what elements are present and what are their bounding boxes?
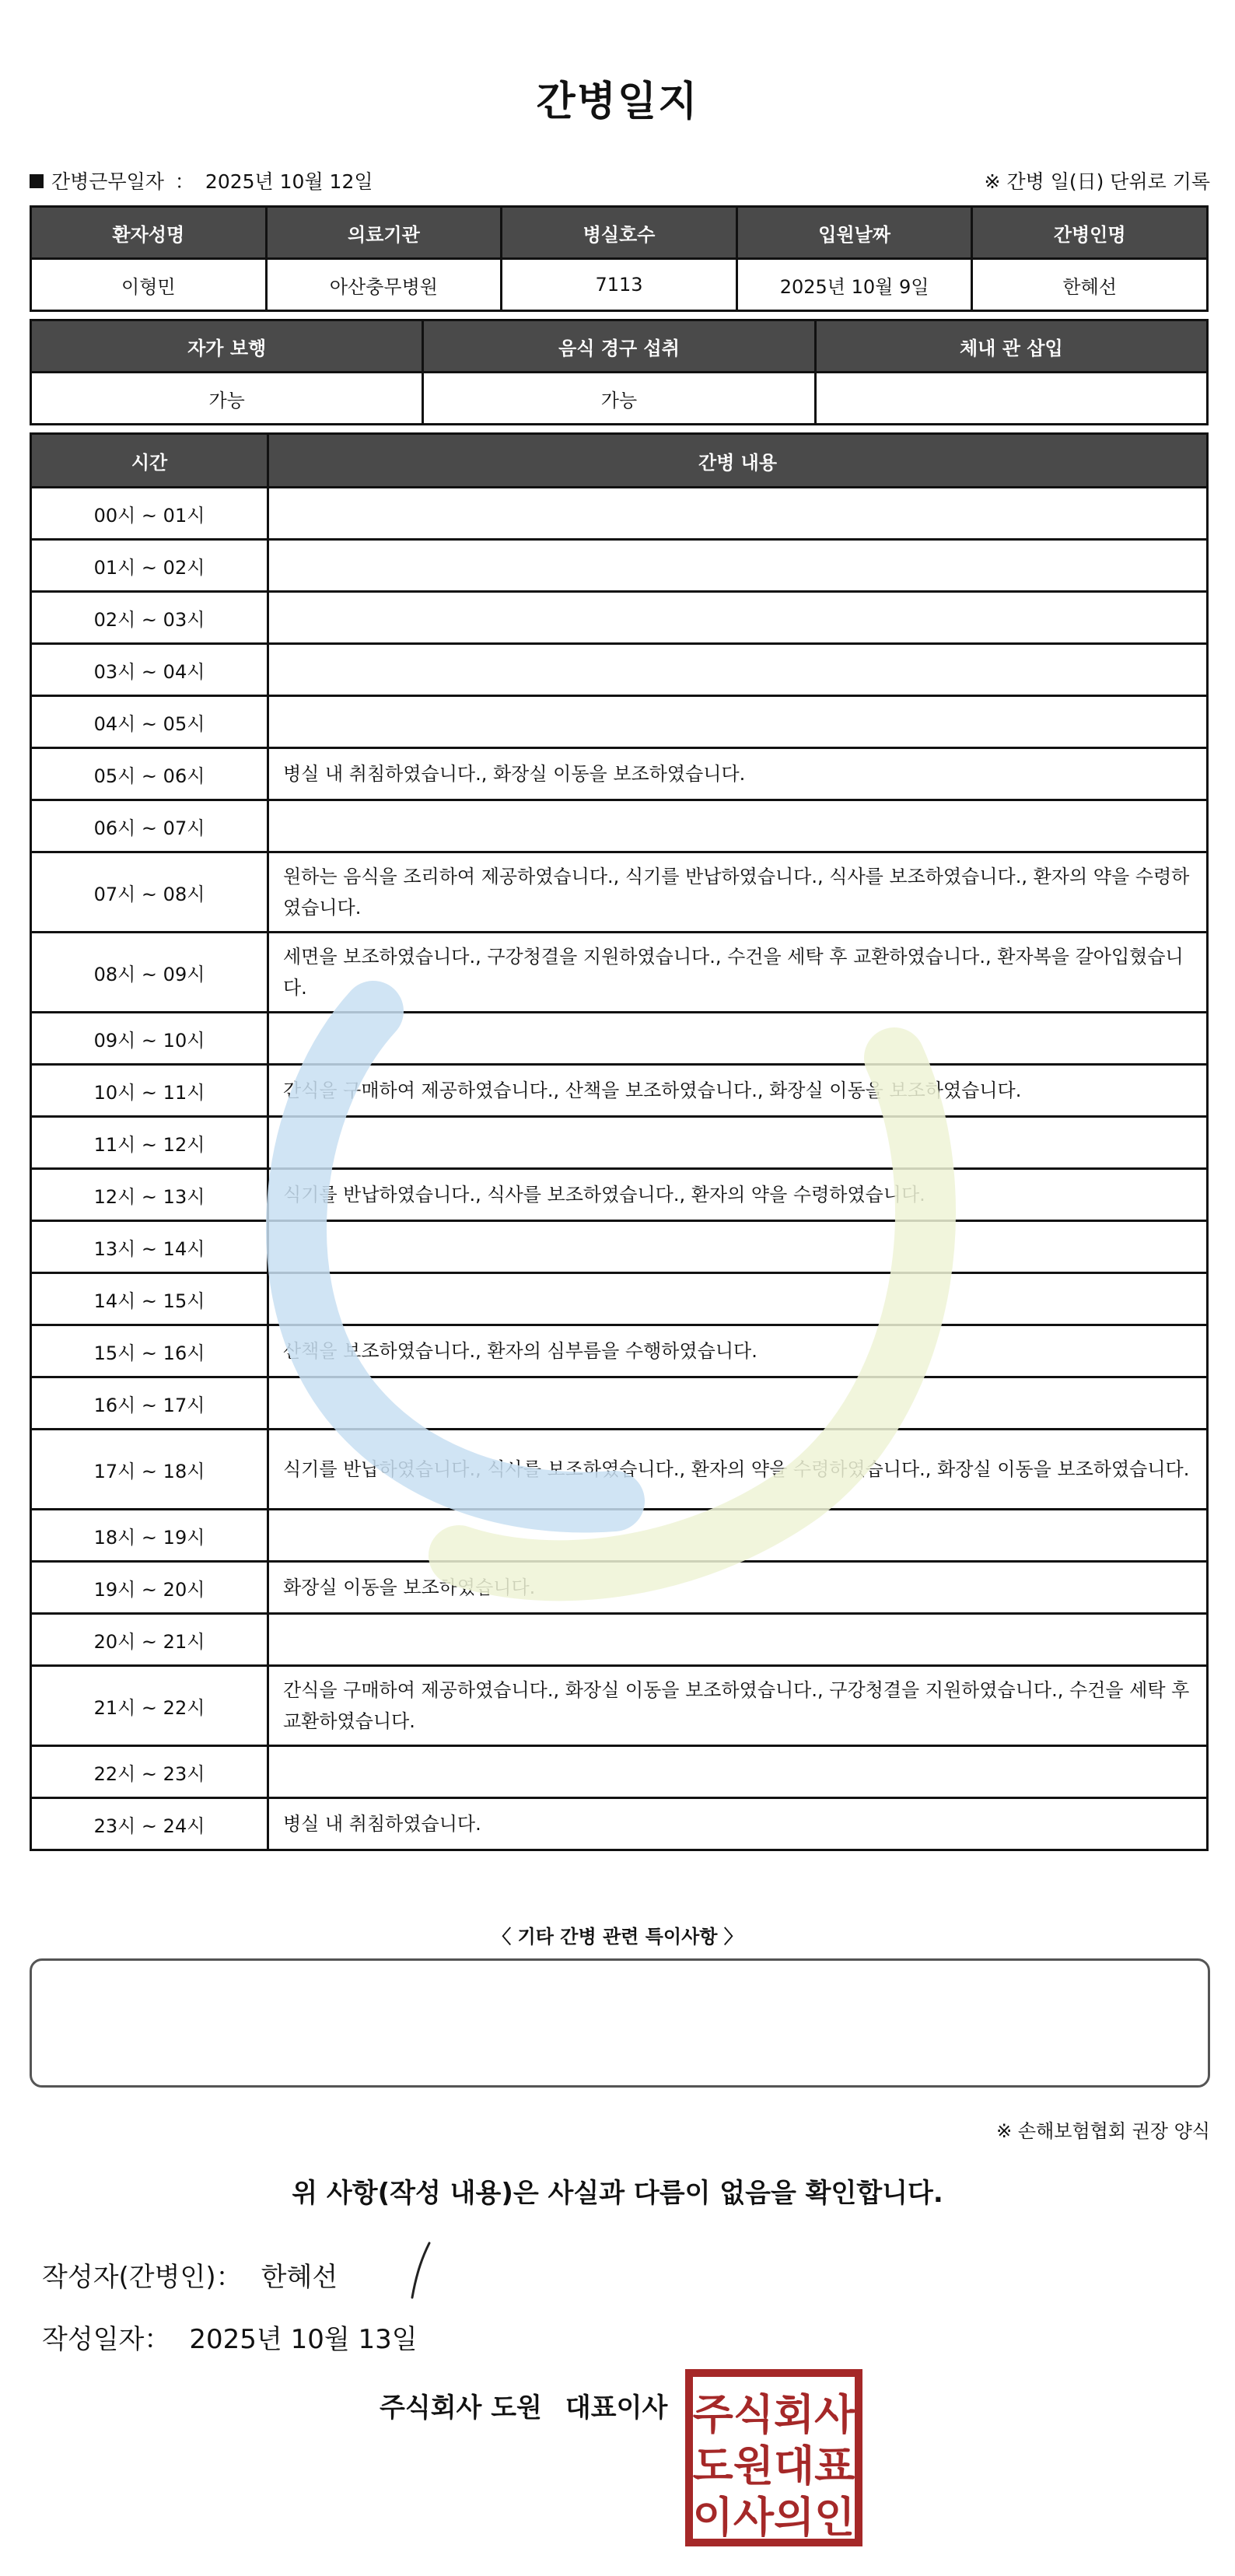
care-content-header: 간병 내용 (268, 434, 1208, 488)
notes-title: 〈 기타 간병 관련 특이사항 〉 (492, 1926, 743, 1948)
status-info-value-row (31, 373, 1208, 425)
unit-note: ※ 간병 일(日) 단위로 기록 (984, 170, 1210, 193)
care-log-time: 12시 ~ 13시 (31, 1169, 268, 1221)
care-log-row (31, 540, 1208, 592)
patient-info-header-row (31, 207, 1208, 259)
care-log-row (31, 1169, 1208, 1221)
care-log-row (31, 852, 1208, 933)
care-log-time: 16시 ~ 17시 (31, 1377, 268, 1430)
company-signature-line (380, 2386, 667, 2424)
handwritten-signature (406, 2240, 437, 2302)
care-log-row (31, 644, 1208, 696)
care-log-content (268, 1377, 1208, 1430)
patient-info-value-row (31, 259, 1208, 311)
care-log-content: 원하는 음식을 조리하여 제공하였습니다., 식기를 반납하였습니다., 식사를 보조하였습니다., 환자의 약을 수령하였습니다. (268, 852, 1208, 933)
care-log-content (268, 1273, 1208, 1325)
caregiver-name-value: 한혜선 (972, 259, 1208, 311)
care-log-time: 17시 ~ 18시 (31, 1430, 268, 1510)
care-log-row (31, 1273, 1208, 1325)
care-log-time: 06시 ~ 07시 (31, 800, 268, 852)
caregiver-name-header: 간병인명 (972, 207, 1208, 259)
care-log-content (268, 488, 1208, 540)
care-log-time: 14시 ~ 15시 (31, 1273, 268, 1325)
work-date-value: 2025년 10월 12일 (205, 170, 373, 193)
care-log-row (31, 592, 1208, 644)
care-log-time: 09시 ~ 10시 (31, 1013, 268, 1065)
time-header: 시간 (31, 434, 268, 488)
care-log-row (31, 488, 1208, 540)
care-log-row (31, 1065, 1208, 1117)
form-reference-note: ※ 손해보험협회 권장 양식 (996, 2120, 1210, 2142)
author-label: 작성자(간병인)： (42, 2262, 243, 2293)
oral-intake-value: 가능 (423, 373, 815, 425)
care-log-row (31, 800, 1208, 852)
room-number-value: 7113 (502, 259, 737, 311)
care-log-content (268, 696, 1208, 748)
care-log-row (31, 933, 1208, 1013)
admission-date-value: 2025년 10월 9일 (736, 259, 972, 311)
work-date-line (30, 166, 373, 194)
care-log-content (268, 800, 1208, 852)
care-log-time: 03시 ~ 04시 (31, 644, 268, 696)
written-date-label: 작성일자： (42, 2324, 171, 2355)
confirmation-statement: 위 사항(작성 내용)은 사실과 다름이 없음을 확인합니다. (292, 2178, 943, 2209)
care-log-table (30, 432, 1209, 1851)
care-log-content (268, 1746, 1208, 1798)
care-log-time: 22시 ~ 23시 (31, 1746, 268, 1798)
care-log-row (31, 696, 1208, 748)
black-square-icon (30, 174, 44, 188)
signature-stroke (412, 2243, 429, 2298)
care-log-content (268, 1614, 1208, 1666)
care-log-content (268, 540, 1208, 592)
care-log-row (31, 1117, 1208, 1169)
care-log-row (31, 1221, 1208, 1273)
admission-date-header: 입원날짜 (736, 207, 972, 259)
care-log-content (268, 1013, 1208, 1065)
care-log-time: 10시 ~ 11시 (31, 1065, 268, 1117)
work-date-separator: ： (174, 170, 194, 193)
patient-info-table (30, 205, 1209, 312)
written-date-line (42, 2318, 418, 2356)
care-log-time: 18시 ~ 19시 (31, 1510, 268, 1562)
care-log-time: 23시 ~ 24시 (31, 1798, 268, 1850)
care-log-time: 20시 ~ 21시 (31, 1614, 268, 1666)
care-log-time: 00시 ~ 01시 (31, 488, 268, 540)
care-log-content: 식기를 반납하였습니다., 식사를 보조하였습니다., 환자의 약을 수령하였습니다., 화장실 이동을 보조하였습니다. (268, 1430, 1208, 1510)
care-log-time: 08시 ~ 09시 (31, 933, 268, 1013)
document-title: 간병일지 (536, 79, 699, 125)
care-log-time: 19시 ~ 20시 (31, 1562, 268, 1614)
care-log-row (31, 748, 1208, 800)
care-log-row (31, 1430, 1208, 1510)
care-log-content (268, 644, 1208, 696)
care-log-content: 화장실 이동을 보조하였습니다. (268, 1562, 1208, 1614)
patient-name-header: 환자성명 (31, 207, 267, 259)
care-log-row (31, 1798, 1208, 1850)
care-log-content (268, 1510, 1208, 1562)
care-log-row (31, 1666, 1208, 1746)
company-name: 주식회사 도원 (380, 2392, 542, 2424)
written-date-value: 2025년 10월 13일 (189, 2324, 418, 2355)
care-log-row (31, 1510, 1208, 1562)
care-log-time: 01시 ~ 02시 (31, 540, 268, 592)
care-log-time: 21시 ~ 22시 (31, 1666, 268, 1746)
tube-insertion-value (815, 373, 1207, 425)
care-log-time: 11시 ~ 12시 (31, 1117, 268, 1169)
care-log-content: 병실 내 취침하였습니다. (268, 1798, 1208, 1850)
self-walking-value: 가능 (31, 373, 423, 425)
company-seal-stamp (684, 2368, 863, 2547)
care-log-row (31, 1746, 1208, 1798)
author-line (42, 2256, 338, 2294)
care-log-time: 07시 ~ 08시 (31, 852, 268, 933)
care-log-time: 13시 ~ 14시 (31, 1221, 268, 1273)
hospital-value: 아산충무병원 (266, 259, 502, 311)
room-number-header: 병실호수 (502, 207, 737, 259)
care-log-time: 15시 ~ 16시 (31, 1325, 268, 1377)
care-log-content: 간식을 구매하여 제공하였습니다., 화장실 이동을 보조하였습니다., 구강청결을 지원하였습니다., 수건을 세탁 후 교환하였습니다. (268, 1666, 1208, 1746)
care-log-row (31, 1013, 1208, 1065)
care-log-content (268, 1117, 1208, 1169)
care-log-content: 산책을 보조하였습니다., 환자의 심부름을 수행하였습니다. (268, 1325, 1208, 1377)
work-date-label: 간병근무일자 (51, 170, 164, 193)
hospital-header: 의료기관 (266, 207, 502, 259)
seal-text-line-1: 주식회사 (692, 2390, 855, 2439)
care-log-row (31, 1562, 1208, 1614)
care-log-row (31, 1325, 1208, 1377)
seal-text-line-3: 이사의인 (692, 2493, 855, 2542)
self-walking-header: 자가 보행 (31, 320, 423, 373)
care-log-time: 04시 ~ 05시 (31, 696, 268, 748)
care-log-content: 간식을 구매하여 제공하였습니다., 산책을 보조하였습니다., 화장실 이동을 보조하였습니다. (268, 1065, 1208, 1117)
seal-text-line-2: 도원대표 (692, 2441, 855, 2490)
care-log-time: 05시 ~ 06시 (31, 748, 268, 800)
care-log-content (268, 592, 1208, 644)
care-log-content: 병실 내 취침하였습니다., 화장실 이동을 보조하였습니다. (268, 748, 1208, 800)
care-log-time: 02시 ~ 03시 (31, 592, 268, 644)
notes-box (30, 1958, 1210, 2088)
author-name: 한혜선 (261, 2262, 338, 2293)
status-info-header-row (31, 320, 1208, 373)
care-log-content: 식기를 반납하였습니다., 식사를 보조하였습니다., 환자의 약을 수령하였습니다. (268, 1169, 1208, 1221)
care-log-row (31, 1614, 1208, 1666)
tube-insertion-header: 체내 관 삽입 (815, 320, 1207, 373)
company-title: 대표이사 (565, 2392, 668, 2424)
care-log-content (268, 1221, 1208, 1273)
oral-intake-header: 음식 경구 섭취 (423, 320, 815, 373)
status-info-table (30, 319, 1209, 425)
care-log-row (31, 1377, 1208, 1430)
care-log-content: 세면을 보조하였습니다., 구강청결을 지원하였습니다., 수건을 세탁 후 교환하였습니다., 환자복을 갈아입혔습니다. (268, 933, 1208, 1013)
care-log-header-row (31, 434, 1208, 488)
patient-name-value: 이형민 (31, 259, 267, 311)
